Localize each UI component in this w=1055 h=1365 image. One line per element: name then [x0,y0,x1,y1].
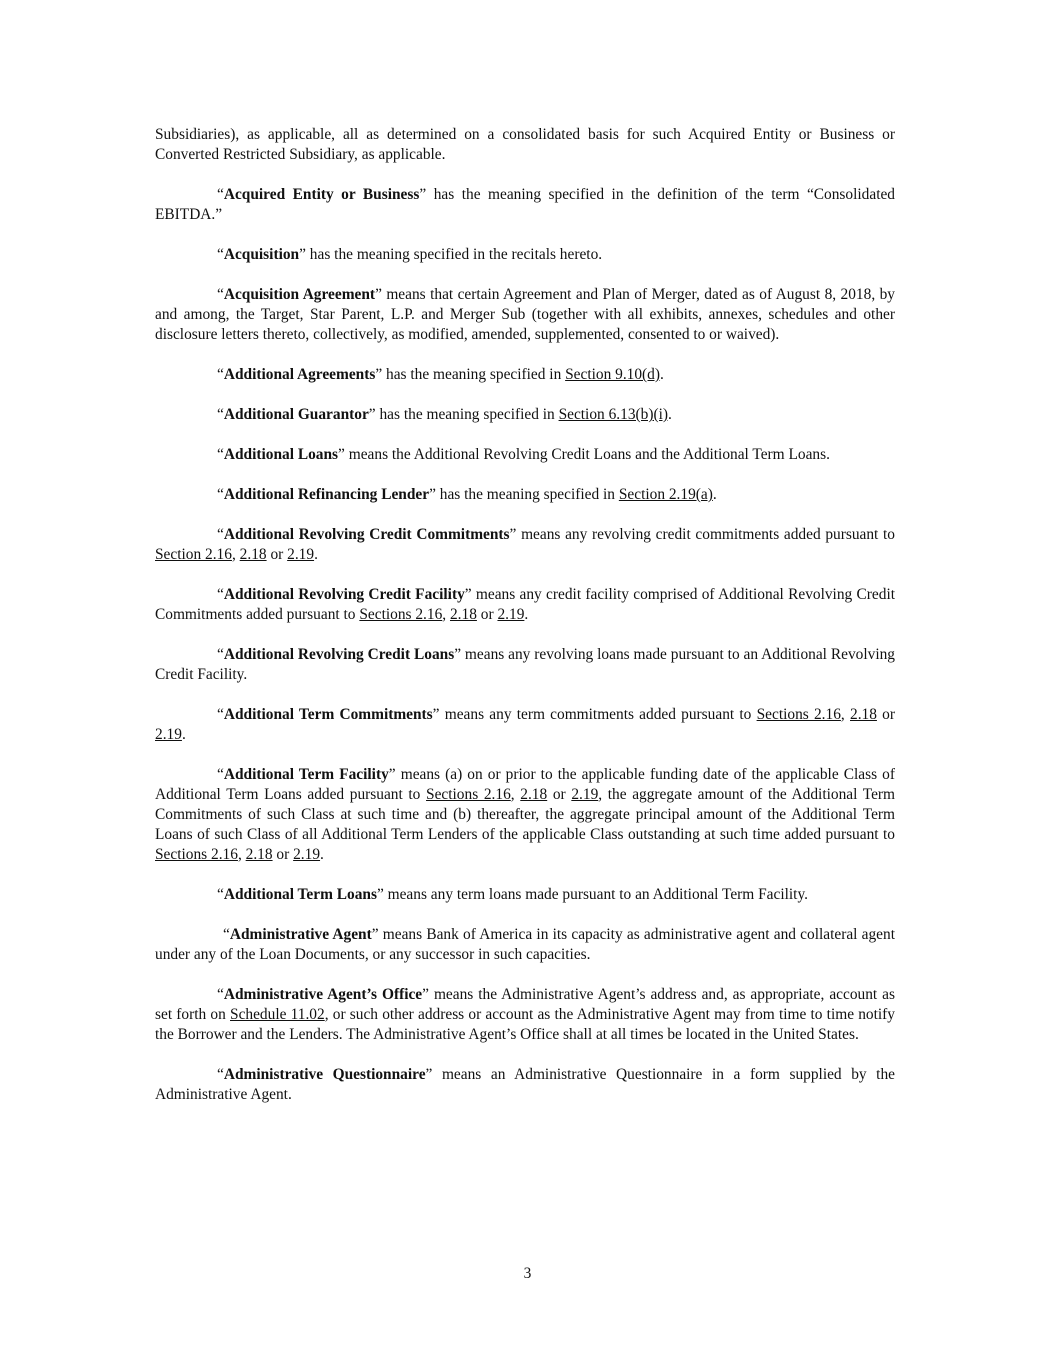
defined-term: Additional Loans [223,446,339,463]
defined-term: Acquisition [223,246,300,263]
defined-term: Additional Term Commitments [223,706,433,723]
definition-additional-term-loans: “Additional Term Loans” means any term loans made pursuant to an Additional Term Facility. [217,886,808,903]
definition-additional-agreements: “Additional Agreements” has the meaning specified in Section 9.10(d). [217,366,664,383]
separator: , [442,606,450,623]
defined-term: Additional Term Loans [223,886,377,903]
definition-text: means any term commitments added pursuant to [439,706,757,723]
section-reference: 2.18 [449,606,477,623]
defined-term: Acquired Entity or Business [223,186,420,203]
section-reference: Sections 2.16 [155,846,238,863]
definition-text: means any credit facility comprised of Additional Revolving Credit Commitments added pursuant to [155,586,895,623]
section-reference: Sections 2.16 [359,606,443,623]
section-reference: 2.19 [155,726,182,743]
separator: , [231,546,240,563]
section-reference: Section 9.10(d) [565,366,661,383]
section-reference: 2.18 [850,706,877,723]
separator: , [510,786,521,803]
definition-additional-revolving-credit-facility: “Additional Revolving Credit Facility” means any credit facility comprised of Additional Revolving Credit Commitments added pursuant to Sections 2.16, 2.18 or 2.19. [155,586,895,623]
definition-additional-refinancing-lender: “Additional Refinancing Lender” has the meaning specified in Section 2.19(a). [217,486,717,503]
definition-text: means any revolving credit commitments added pursuant to [516,526,895,543]
definition-additional-guarantor: “Additional Guarantor” has the meaning specified in Section 6.13(b)(i). [217,406,672,423]
schedule-reference: Schedule 11.02 [230,1006,325,1023]
section-reference: 2.19 [293,846,321,863]
definition-end: , or such other address or account as the Administrative Agent may from time to time notify the Borrower and the Lenders. The Administrative Agent’s Office shall at all times be located in the United States. [155,1006,895,1043]
section-reference: 2.18 [520,786,548,803]
definition-text: means an Administrative Questionnaire in a form supplied by the Administrative Agent. [155,1066,895,1103]
defined-term: Acquisition Agreement [223,286,376,303]
separator: , [237,846,246,863]
section-reference: Sections 2.16 [756,706,841,723]
definition-end: . [660,366,664,383]
definition-acquisition: “Acquisition” has the meaning specified in the recitals hereto. [217,246,603,263]
section-reference: 2.19 [571,786,599,803]
defined-term: Additional Agreements [223,366,376,383]
defined-term: Administrative Questionnaire [223,1066,426,1083]
section-reference: Section 6.13(b)(i) [558,406,668,423]
definition-administrative-questionnaire: “Administrative Questionnaire” means an Administrative Questionnaire in a form supplied by the Administrative Agent. [155,1066,895,1103]
definition-additional-revolving-credit-commitments: “Additional Revolving Credit Commitments” means any revolving credit commitments added pursuant to Section 2.16, 2.18 or 2.19. [155,526,895,563]
intro-text: Subsidiaries), as applicable, all as determined on a consolidated basis for such Acquired Entity or Business or Converted Restricted Subsidiary, as applicable. [155,126,895,163]
definition-administrative-agent: “Administrative Agent” means Bank of America in its capacity as administrative agent and collateral agent under any of the Loan Documents, or any successor in such capacities. [155,926,895,963]
defined-term: Administrative Agent [229,926,372,943]
definition-text: has the meaning specified in [375,406,559,423]
definition-end: . [524,606,529,623]
definition-text: means any term loans made pursuant to an Additional Term Facility. [383,886,808,903]
defined-term: Administrative Agent’s Office [223,986,423,1003]
definition-administrative-agents-office: “Administrative Agent’s Office” means the Administrative Agent’s address and, as appropriate, account as set forth on Schedule 11.02, or such other address or account as the Administrative Agent may from time to time notify the Borrower and the Lenders. The Administrative Agent’s Office shall at all times be located in the United States. [155,986,895,1043]
definition-acquired-entity-or-business: “Acquired Entity or Business” has the meaning specified in the definition of the term “Consolidated EBITDA.” [155,186,895,223]
defined-term: Additional Revolving Credit Facility [223,586,465,603]
definition-additional-term-facility: “Additional Term Facility” means (a) on or prior to the applicable funding date of the applicable Class of Additional Term Loans added pursuant to Sections 2.16, 2.18 or 2.19, the aggregate amount of the Additional Term Commitments of such Class at such time and (b) thereafter, the aggregate principal amount of the Additional Term Loans of such Class of all Additional Term Lenders of the applicable Class outstanding at such time added pursuant to Sections 2.16, 2.18 or 2.19. [155,766,895,863]
defined-term: Additional Revolving Credit Commitments [223,526,510,543]
section-reference: 2.18 [239,546,267,563]
definition-text: has the meaning specified in the definition of the term “Consolidated EBITDA.” [155,186,895,223]
section-reference: 2.19 [287,546,315,563]
definition-end: . [712,486,717,503]
definition-text-middle: , the aggregate amount of the Additional Term Commitments of such Class at such time and (b) thereafter, the aggregate principal amount of the Additional Term Loans of such Class of all Additional Term Lenders of the applicable Class outstanding at such time added pursuant to [155,786,895,843]
section-reference: Section 2.19(a) [618,486,713,503]
definition-text: means the Administrative Agent’s address and, as appropriate, account as set forth on [155,986,895,1023]
separator: or [272,846,294,863]
definition-end: . [314,546,318,563]
definition-text: has the meaning specified in [382,366,566,383]
section-reference: 2.18 [245,846,273,863]
intro-paragraph [155,125,895,165]
definition-end: . [320,846,324,863]
section-reference: Sections 2.16 [426,786,511,803]
definition-text: has the meaning specified in the recitals hereto. [305,246,603,263]
definition-additional-revolving-credit-loans: “Additional Revolving Credit Loans” means any revolving loans made pursuant to an Additional Revolving Credit Facility. [155,646,895,683]
defined-term: Additional Revolving Credit Loans [223,646,455,663]
definition-text: means any revolving loans made pursuant to an Additional Revolving Credit Facility. [155,646,895,683]
separator: or [476,606,498,623]
definition-text: means Bank of America in its capacity as administrative agent and collateral agent under any of the Loan Documents, or any successor in such capacities. [155,926,895,963]
definition-additional-term-commitments: “Additional Term Commitments” means any term commitments added pursuant to Sections 2.16, 2.18 or 2.19. [155,706,895,743]
document-page [155,125,895,1125]
definition-text: has the meaning specified in [435,486,619,503]
definition-text: means (a) on or prior to the applicable funding date of the applicable Class of Additional Term Loans added pursuant to [155,766,895,803]
definition-text: means that certain Agreement and Plan of Merger, dated as of August 8, 2018, by and among, the Target, Star Parent, L.P. and Merger Sub (together with all exhibits, annexes, schedules and other disclosure letters thereto, collectively, as modified, amended, supplemented, consented to or waived). [155,286,895,343]
definition-end: . [667,406,672,423]
defined-term: Additional Guarantor [223,406,369,423]
page-number: 3 [523,1265,532,1282]
section-reference: 2.19 [497,606,525,623]
separator: or [876,706,895,723]
definition-text: means the Additional Revolving Credit Loans and the Additional Term Loans. [344,446,830,463]
section-reference: Section 2.16 [155,546,232,563]
separator: or [266,546,288,563]
defined-term: Additional Refinancing Lender [223,486,430,503]
separator: , [840,706,850,723]
definition-acquisition-agreement: “Acquisition Agreement” means that certain Agreement and Plan of Merger, dated as of August 8, 2018, by and among, the Target, Star Parent, L.P. and Merger Sub (together with all exhibits, annexes, schedules and other disclosure letters thereto, collectively, as modified, amended, supplemented, consented to or waived). [155,286,895,343]
definition-additional-loans: “Additional Loans” means the Additional Revolving Credit Loans and the Additional Term Loans. [217,446,830,463]
separator: or [547,786,572,803]
defined-term: Additional Term Facility [223,766,389,783]
definition-end: . [181,726,186,743]
